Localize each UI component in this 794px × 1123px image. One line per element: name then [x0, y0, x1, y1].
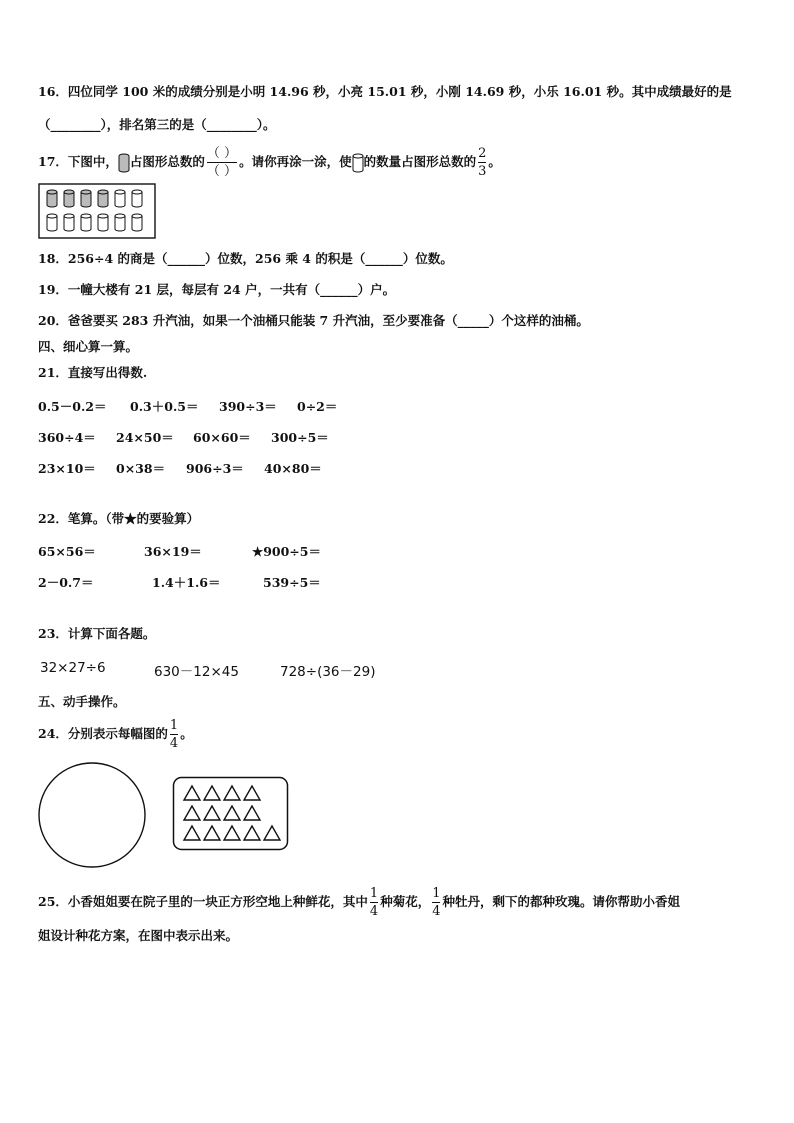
- cylinder-empty: [47, 214, 57, 231]
- q22-item: 1.4＋1.6＝: [152, 575, 221, 590]
- q22-title: 22．笔算。（带★的要验算）: [38, 511, 200, 526]
- frac-denominator: 3: [478, 164, 487, 179]
- section-5-heading: 五、动手操作。: [38, 694, 126, 709]
- cylinder-grid-figure: [38, 183, 156, 239]
- cylinder-empty: [132, 190, 142, 207]
- q21-title: 21．直接写出得数.: [38, 365, 148, 380]
- q21-item: 40×80＝: [264, 461, 322, 476]
- cylinder-empty: [64, 214, 74, 231]
- q25-line1: [38, 886, 680, 919]
- section-4-heading: 四、细心算一算。: [38, 339, 139, 354]
- q17-fraction-blank: [207, 146, 237, 179]
- q22-item: 65×56＝: [38, 544, 96, 559]
- q22-item: 36×19＝: [144, 544, 202, 559]
- q24-line: [38, 718, 193, 751]
- frac-numerator: 2: [478, 146, 487, 161]
- cylinder-empty: [115, 214, 125, 231]
- q18-line: 18．256÷4 的商是（______）位数，256 乘 4 的积是（______）位数。: [38, 251, 453, 266]
- q17-mid1: 占图形总数的: [129, 154, 205, 169]
- q24-fraction-one-quarter: [170, 718, 178, 751]
- frac-numerator: 1: [432, 886, 441, 901]
- cylinder-shaded: [81, 190, 91, 207]
- q23-expr-2: 630－12×45: [154, 664, 239, 680]
- frac-numerator: 1: [369, 886, 379, 901]
- q16-line2: （________），排名第三的是（________）。: [38, 117, 276, 132]
- q16-line1: 16．四位同学 100 米的成绩分别是小明 14.96 秒，小亮 15.01 秒，小刚 14.69 秒，小乐 16.01 秒。其中成绩最好的是: [38, 84, 732, 99]
- q21-item: 0×38＝: [116, 461, 166, 476]
- triangle-grid-figure: [172, 776, 290, 852]
- frac-denominator: （ ）: [206, 164, 238, 179]
- q23-expr-1: 32×27÷6: [40, 660, 106, 676]
- frac-denominator: 4: [432, 904, 441, 919]
- q21-item: 0.3＋0.5＝: [130, 399, 199, 414]
- q21-item: 60×60＝: [193, 430, 251, 445]
- q21-item: 300÷5＝: [271, 430, 329, 445]
- q25-fraction-2: [432, 886, 440, 919]
- cylinder-empty: [115, 190, 125, 207]
- q25-fraction-1: [370, 886, 378, 919]
- q21-item: 0.5－0.2＝: [38, 399, 107, 414]
- q21-item: 906÷3＝: [186, 461, 244, 476]
- cylinder-empty: [81, 214, 91, 231]
- cylinder-empty: [132, 214, 142, 231]
- q25-part2: 种菊花，: [380, 894, 431, 909]
- q17-mid2: 。请你再涂一涂，使: [239, 154, 352, 169]
- q23-title: 23．计算下面各题。: [38, 626, 156, 641]
- q22-item: 2－0.7＝: [38, 575, 94, 590]
- q21-item: 24×50＝: [116, 430, 174, 445]
- cylinder-shaded: [98, 190, 108, 207]
- q24-end: 。: [180, 726, 193, 741]
- q21-item: 390÷3＝: [219, 399, 277, 414]
- q23-expr-3: 728÷(36－29): [280, 664, 376, 680]
- q17-end: 。: [488, 154, 501, 169]
- q25-part3: 种牡丹，剩下的都种玫瑰。请你帮助小香姐: [442, 894, 680, 909]
- q17-mid3: 的数量占图形总数的: [363, 154, 477, 169]
- cylinder-empty: [98, 214, 108, 231]
- q17-line: [38, 146, 501, 179]
- circle-figure: [36, 760, 148, 870]
- q21-item: 23×10＝: [38, 461, 96, 476]
- cylinder-shaded: [64, 190, 74, 207]
- q21-item: 360÷4＝: [38, 430, 96, 445]
- q22-item: 539÷5＝: [263, 575, 321, 590]
- q21-item: 0÷2＝: [297, 399, 338, 414]
- q17-fraction-two-thirds: [478, 146, 486, 179]
- q22-item: ★900÷5＝: [252, 544, 321, 559]
- q24-prefix: 24．分别表示每幅图的: [38, 726, 168, 741]
- cylinder-shaded-icon: [118, 153, 130, 173]
- frac-numerator: （ ）: [206, 146, 238, 161]
- cylinder-outline-icon: [352, 153, 364, 173]
- q20-line: 20．爸爸要买 283 升汽油，如果一个油桶只能装 7 升汽油，至少要准备（_____）个这样的油桶。: [38, 313, 589, 328]
- q25-part1: 25．小香姐姐要在院子里的一块正方形空地上种鲜花，其中: [38, 894, 368, 909]
- frac-denominator: 4: [369, 904, 379, 919]
- frac-numerator: 1: [169, 718, 179, 733]
- q17-prefix: 17．下图中，: [38, 154, 118, 169]
- cylinder-shaded: [47, 190, 57, 207]
- q19-line: 19．一幢大楼有 21 层，每层有 24 户，一共有（______）户。: [38, 282, 396, 297]
- frac-denominator: 4: [169, 736, 179, 751]
- q25-line2: 姐设计种花方案，在图中表示出来。: [38, 928, 239, 943]
